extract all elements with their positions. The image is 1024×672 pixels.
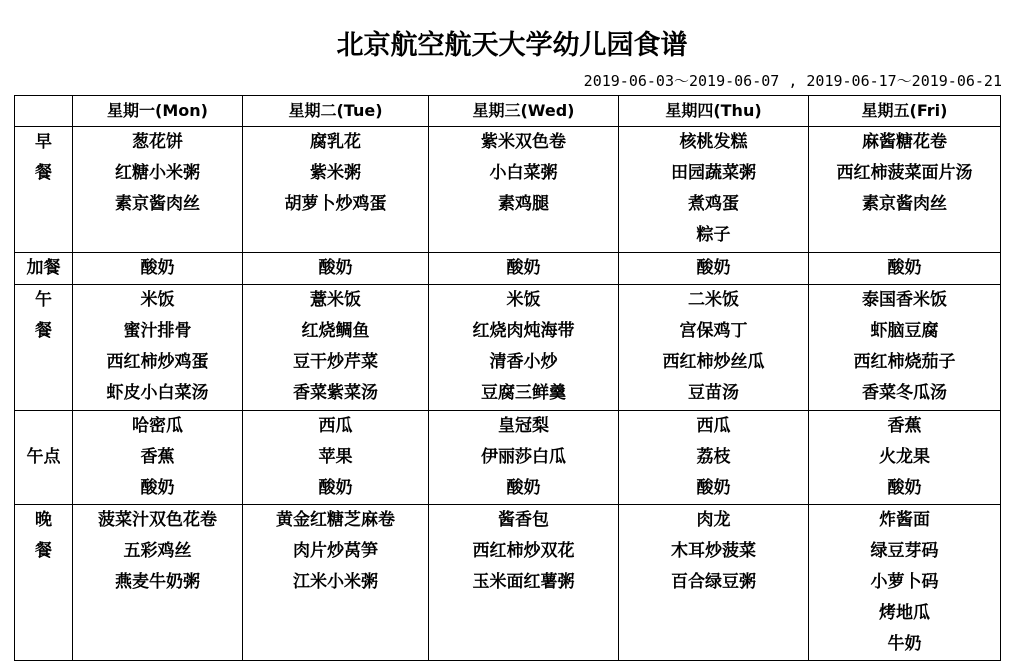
dish-item: 苹果 xyxy=(318,447,353,467)
dish-item: 牛奶 xyxy=(887,634,922,654)
dish-item: 西瓜 xyxy=(318,416,353,436)
dish-item: 胡萝卜炒鸡蛋 xyxy=(284,194,387,214)
dish-item: 西红柿烧茄子 xyxy=(853,352,956,372)
menu-table xyxy=(14,95,1001,661)
menu-cell-breakfast-fri xyxy=(809,127,1001,253)
meal-row-afternoon-snack xyxy=(15,411,1001,505)
dish-item: 豆腐三鲜羹 xyxy=(481,383,566,403)
dish-item: 西红柿炒双花 xyxy=(472,541,575,561)
menu-cell-snack-wed xyxy=(429,253,619,285)
menu-cell-breakfast-mon xyxy=(73,127,243,253)
dish-item: 小白菜粥 xyxy=(489,163,558,183)
dish-item: 煮鸡蛋 xyxy=(688,194,739,214)
dish-item: 紫米粥 xyxy=(310,163,361,183)
meal-label-text: 午 xyxy=(35,290,52,310)
dish-item: 米饭 xyxy=(506,290,541,310)
dish-item: 百合绿豆粥 xyxy=(671,572,756,592)
meal-row-snack xyxy=(15,253,1001,285)
menu-cell-breakfast-wed xyxy=(429,127,619,253)
dish-item: 素京酱肉丝 xyxy=(115,194,200,214)
dish-item: 麻酱糖花卷 xyxy=(862,132,947,152)
menu-cell-afternoon-snack-thu xyxy=(619,411,809,505)
meal-row-lunch xyxy=(15,285,1001,411)
dish-item: 黄金红糖芝麻卷 xyxy=(276,510,395,530)
meal-row-dinner xyxy=(15,505,1001,661)
dish-item: 紫米双色卷 xyxy=(481,132,566,152)
dish-item: 酸奶 xyxy=(506,258,541,278)
dish-item: 香菜冬瓜汤 xyxy=(862,383,947,403)
dish-item: 绿豆芽码 xyxy=(870,541,939,561)
meal-label-lunch xyxy=(15,285,73,411)
dish-item: 酸奶 xyxy=(140,478,175,498)
day-header-wed: 星期三(Wed) xyxy=(429,96,619,127)
dish-item: 西红柿菠菜面片汤 xyxy=(836,163,973,183)
dish-item: 腐乳花 xyxy=(310,132,361,152)
menu-cell-breakfast-thu xyxy=(619,127,809,253)
dish-item: 酸奶 xyxy=(318,258,353,278)
day-header-fri: 星期五(Fri) xyxy=(809,96,1001,127)
dish-item: 哈密瓜 xyxy=(132,416,183,436)
meal-label-afternoon-snack xyxy=(15,411,73,505)
menu-cell-dinner-mon xyxy=(73,505,243,661)
menu-cell-snack-fri xyxy=(809,253,1001,285)
dish-item: 粽子 xyxy=(696,225,731,245)
dish-item: 荔枝 xyxy=(696,447,731,467)
dish-item: 皇冠梨 xyxy=(498,416,549,436)
dish-item: 肉片炒莴笋 xyxy=(293,541,378,561)
dish-item: 米饭 xyxy=(140,290,175,310)
day-header-mon: 星期一(Mon) xyxy=(73,96,243,127)
menu-cell-lunch-fri xyxy=(809,285,1001,411)
dish-item: 五彩鸡丝 xyxy=(123,541,192,561)
dish-item: 虾脑豆腐 xyxy=(870,321,939,341)
meal-label-text: 早 xyxy=(35,132,52,152)
menu-cell-snack-tue xyxy=(243,253,429,285)
dish-item: 薏米饭 xyxy=(310,290,361,310)
dish-item: 红烧肉炖海带 xyxy=(472,321,575,341)
menu-cell-snack-thu xyxy=(619,253,809,285)
dish-item: 红糖小米粥 xyxy=(115,163,200,183)
dish-item: 酸奶 xyxy=(696,478,731,498)
menu-cell-lunch-tue xyxy=(243,285,429,411)
dish-item: 炸酱面 xyxy=(879,510,930,530)
meal-label-breakfast xyxy=(15,127,73,253)
dish-item: 燕麦牛奶粥 xyxy=(115,572,200,592)
dish-item: 虾皮小白菜汤 xyxy=(106,383,209,403)
dish-item: 西红柿炒鸡蛋 xyxy=(106,352,209,372)
date-range: 2019-06-03～2019-06-07 , 2019-06-17～2019-06-21 xyxy=(583,72,1002,90)
dish-item: 木耳炒菠菜 xyxy=(671,541,756,561)
dish-item: 西瓜 xyxy=(696,416,731,436)
menu-cell-snack-mon xyxy=(73,253,243,285)
dish-item: 酸奶 xyxy=(696,258,731,278)
menu-cell-afternoon-snack-wed xyxy=(429,411,619,505)
dish-item: 玉米面红薯粥 xyxy=(472,572,575,592)
meal-label-dinner xyxy=(15,505,73,661)
dish-item: 伊丽莎白瓜 xyxy=(481,447,566,467)
dish-item: 葱花饼 xyxy=(132,132,183,152)
meal-label-text: 餐 xyxy=(35,541,52,561)
dish-item: 江米小米粥 xyxy=(293,572,378,592)
dish-item: 核桃发糕 xyxy=(679,132,748,152)
corner-cell xyxy=(15,96,73,127)
dish-item: 烤地瓜 xyxy=(879,603,930,623)
dish-item: 小萝卜码 xyxy=(870,572,939,592)
day-header-tue: 星期二(Tue) xyxy=(243,96,429,127)
menu-cell-afternoon-snack-tue xyxy=(243,411,429,505)
page-title: 北京航空航天大学幼儿园食谱 xyxy=(336,30,688,61)
meal-label-text: 加餐 xyxy=(26,258,61,278)
meal-label-text: 餐 xyxy=(35,321,52,341)
dish-item: 西红柿炒丝瓜 xyxy=(662,352,765,372)
menu-cell-dinner-tue xyxy=(243,505,429,661)
dish-item: 香菜紫菜汤 xyxy=(293,383,378,403)
dish-item: 豆苗汤 xyxy=(688,383,739,403)
header-row xyxy=(15,96,1001,127)
menu-cell-lunch-mon xyxy=(73,285,243,411)
dish-item: 香蕉 xyxy=(887,416,922,436)
dish-item: 泰国香米饭 xyxy=(862,290,947,310)
menu-cell-afternoon-snack-mon xyxy=(73,411,243,505)
menu-cell-lunch-thu xyxy=(619,285,809,411)
meal-label-snack xyxy=(15,253,73,285)
menu-cell-breakfast-tue xyxy=(243,127,429,253)
dish-item: 蜜汁排骨 xyxy=(123,321,192,341)
dish-item: 田园蔬菜粥 xyxy=(671,163,756,183)
dish-item: 宫保鸡丁 xyxy=(679,321,748,341)
menu-cell-dinner-thu xyxy=(619,505,809,661)
dish-item: 酸奶 xyxy=(887,478,922,498)
dish-item: 酸奶 xyxy=(140,258,175,278)
menu-cell-dinner-wed xyxy=(429,505,619,661)
dish-item: 二米饭 xyxy=(688,290,739,310)
menu-cell-dinner-fri xyxy=(809,505,1001,661)
meal-label-text: 餐 xyxy=(35,163,52,183)
dish-item: 红烧鲷鱼 xyxy=(301,321,370,341)
meal-label-text: 晚 xyxy=(35,510,52,530)
dish-item: 香蕉 xyxy=(140,447,175,467)
dish-item: 清香小炒 xyxy=(489,352,558,372)
menu-cell-afternoon-snack-fri xyxy=(809,411,1001,505)
meal-row-breakfast xyxy=(15,127,1001,253)
dish-item: 豆干炒芹菜 xyxy=(293,352,378,372)
dish-item: 菠菜汁双色花卷 xyxy=(98,510,217,530)
dish-item: 酸奶 xyxy=(318,478,353,498)
dish-item: 素京酱肉丝 xyxy=(862,194,947,214)
day-header-thu: 星期四(Thu) xyxy=(619,96,809,127)
menu-cell-lunch-wed xyxy=(429,285,619,411)
dish-item: 酸奶 xyxy=(506,478,541,498)
dish-item: 酱香包 xyxy=(498,510,549,530)
dish-item: 素鸡腿 xyxy=(498,194,549,214)
dish-item: 肉龙 xyxy=(696,510,731,530)
dish-item: 火龙果 xyxy=(879,447,930,467)
dish-item: 酸奶 xyxy=(887,258,922,278)
meal-label-text: 午点 xyxy=(26,447,61,467)
